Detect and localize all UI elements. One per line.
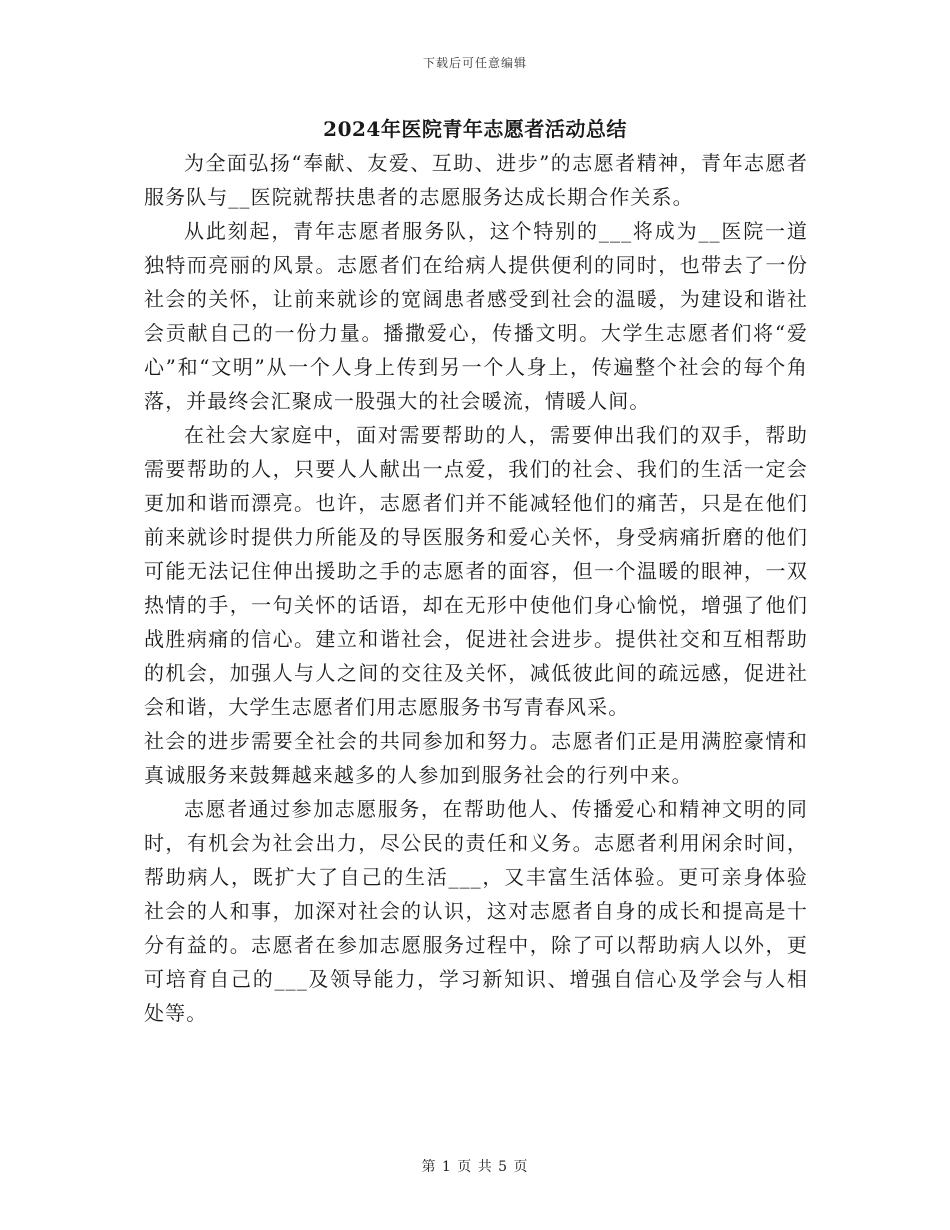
paragraph-social-progress: 社会的进步需要全社会的共同参加和努力。志愿者们正是用满腔豪情和真诚服务来鼓舞越来越多的人参加到服务社会的行列中来。 bbox=[144, 729, 808, 787]
paragraph-scenery: 从此刻起，青年志愿者服务队，这个特别的___将成为__医院一道独特而亮丽的风景。志愿者们在给病人提供便利的同时，也带去了一份社会的关怀，让前来就诊的宽阔患者感受到社会的温暖，为建设和谐社会贡献自己的一份力量。播撒爱心，传播文明。大学生志愿者们将“爱心”和“文明”从一个人身上传到另一个人身上，传遍整个社会的每个角落，并最终会汇聚成一股强大的社会暖流，情暖人间。 bbox=[144, 219, 808, 413]
paragraph-society-family: 在社会大家庭中，面对需要帮助的人，需要伸出我们的双手，帮助需要帮助的人，只要人人献出一点爱，我们的社会、我们的生活一定会更加和谐而漂亮。也许，志愿者们并不能减轻他们的痛苦，只是在他们前来就诊时提供力所能及的导医服务和爱心关怀，身受病痛折磨的他们可能无法记住伸出援助之手的志愿者的面容，但一个温暖的眼神，一双热情的手，一句关怀的话语，却在无形中使他们身心愉悦，增强了他们战胜病痛的信心。建立和谐社会，促进社会进步。提供社交和互相帮助的机会，加强人与人之间的交往及关怀，减低彼此间的疏远感，促进社会和谐，大学生志愿者们用志愿服务书写青春风采。 bbox=[144, 423, 808, 719]
document-body bbox=[144, 146, 808, 1030]
document-title: 2024年医院青年志愿者活动总结 bbox=[323, 117, 627, 141]
paragraph-volunteer-benefits: 志愿者通过参加志愿服务，在帮助他人、传播爱心和精神文明的同时，有机会为社会出力，尽公民的责任和义务。志愿者利用闲余时间，帮助病人，既扩大了自己的生活___，又丰富生活体验。更可亲身体验社会的人和事，加深对社会的认识，这对志愿者自身的成长和提高是十分有益的。志愿者在参加志愿服务过程中，除了可以帮助病人以外，更可培育自己的___及领导能力，学习新知识、增强自信心及学会与人相处等。 bbox=[144, 797, 808, 1025]
header-note: 下载后可任意编辑 bbox=[422, 56, 527, 70]
paragraph-intro: 为全面弘扬“奉献、友爱、互助、进步”的志愿者精神，青年志愿者服务队与__医院就帮扶患者的志愿服务达成长期合作关系。 bbox=[144, 151, 808, 209]
page-number: 第 1 页 共 5 页 bbox=[421, 1159, 529, 1175]
